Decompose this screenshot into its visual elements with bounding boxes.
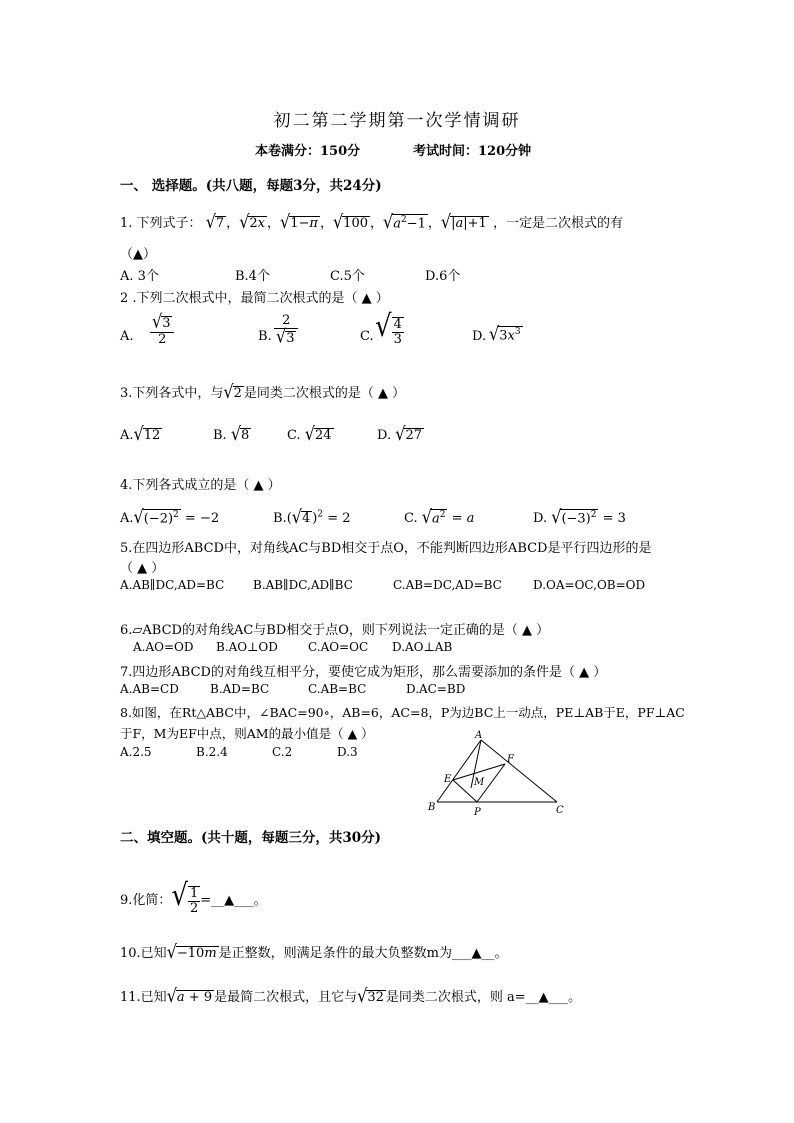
q9-stem-b: =__▲___。 — [200, 893, 267, 908]
question-11: 11.已知√a + 9 是最简二次根式，且它与√32 是同类二次根式，则 a=__▲___。 — [120, 984, 582, 1007]
q7-option-d: D.AC=BD — [406, 682, 466, 696]
q3-option-d: D. √27 — [377, 422, 422, 445]
section-fill-heading: 二、填空题。(共十题，每题三分，共30分) — [120, 830, 382, 846]
question-3: 3.下列各式中，与√2 是同类二次根式的是（ ▲ ） — [120, 380, 406, 403]
q3-stem-a: 3.下列各式中，与 — [120, 386, 224, 401]
q1-expressions: √7 ，√2x ，√1−π ，√100 ，$√a^2-1$ ，√|a|+1 — [205, 210, 487, 233]
q1-option-d: D.6个 — [425, 269, 461, 284]
question-2: 2 .下列二次根式中，最简二次根式的是（ ▲ ） — [120, 291, 389, 306]
label-p: P — [474, 807, 481, 818]
q6-option-b: B.AO⊥OD — [216, 640, 278, 654]
q2-option-c-label: C. — [360, 329, 374, 344]
q7-option-a: A.AB=CD — [120, 682, 179, 696]
question-9: 9.化简：√ $\frac{1}{2}$ =__▲___。 — [120, 878, 267, 916]
q8-option-a: A.2.5 — [120, 745, 152, 759]
q8-option-c: C.2 — [272, 745, 293, 759]
label-b: B — [428, 802, 436, 813]
page-title: 初二第二学期第一次学情调研 — [273, 111, 521, 131]
question-5: 5.在四边形ABCD中，对角线AC与BD相交于点O，不能判断四边形ABCD是平行四边形的是 — [120, 541, 652, 556]
q1-stem-b: ，一定是二次根式的有 — [492, 216, 623, 231]
question-1 — [120, 212, 623, 232]
q8-option-b: B.2.4 — [196, 745, 228, 759]
q11-stem-a: 11.已知 — [120, 990, 167, 1005]
q6-option-c: C.AO=OC — [308, 640, 369, 654]
q7-option-b: B.AD=BC — [210, 682, 270, 696]
q5-option-b: B.AB∥DC,AD∥BC — [253, 578, 353, 592]
full-score: 本卷满分：150分 — [255, 144, 361, 159]
q2-option-d: $√3x^3$ — [489, 322, 521, 345]
q4-option-b: B.(√4 )$^2$ = 2 — [273, 505, 351, 528]
label-m: M — [474, 777, 485, 788]
q2-option-b: $\frac{2}{√3}$ — [274, 314, 298, 347]
q4-option-c: C. $√a^2 = a$ — [404, 505, 475, 528]
question-4: 4.下列各式成立的是（ ▲ ） — [120, 478, 281, 493]
q2-option-c: √ $\frac{4}{3}$ — [375, 309, 402, 347]
section-choice-heading: 一、 选择题。(共八题，每题3分，共24分) — [120, 178, 382, 194]
q1-option-b: B.4个 — [235, 269, 270, 284]
q2-option-b-label: B. — [258, 329, 272, 344]
triangle-figure — [425, 728, 575, 820]
exam-time: 考试时间：120分钟 — [413, 144, 532, 159]
q3-option-b: B. √8 — [213, 422, 250, 445]
q2-option-a: $\frac{√3}{2}$ — [150, 314, 174, 347]
q10-stem-a: 10.已知 — [120, 946, 167, 961]
q5-option-a: A.AB∥DC,AD=BC — [120, 578, 225, 592]
q7-option-c: C.AB=BC — [308, 682, 367, 696]
q4-option-a: $A.√(-2)^2 = -2$ — [120, 505, 220, 528]
side-ac — [481, 740, 557, 802]
q9-stem-a: 9.化简： — [120, 893, 172, 908]
q4-option-d: D. $√(-3)^2 = 3$ — [533, 505, 626, 528]
label-e: E — [444, 774, 452, 785]
q3-stem-b: 是同类二次根式的是（ ▲ ） — [243, 386, 406, 401]
q3-option-a: A.√12 — [120, 422, 161, 445]
q11-stem-c: 是同类二次根式，则 a=__▲___。 — [385, 990, 582, 1005]
label-a: A — [475, 730, 483, 741]
q6-option-d: D.AO⊥AB — [392, 640, 453, 654]
q5-option-c: C.AB=DC,AD=BC — [393, 578, 502, 592]
label-c: C — [556, 805, 564, 816]
q11-stem-b: 是最简二次根式，且它与 — [214, 990, 358, 1005]
q2-option-d-label: D. — [472, 329, 487, 344]
q5-mark: （ ▲ ） — [120, 561, 165, 576]
q1-mark: （▲） — [120, 247, 156, 262]
q3-option-c: C. √24 — [287, 422, 332, 445]
question-10: 10.已知√−10m 是正整数，则满足条件的最大负整数m为___▲__。 — [120, 940, 508, 963]
question-7: 7.四边形ABCD的对角线互相平分，要使它成为矩形，那么需要添加的条件是（ ▲ ） — [120, 665, 607, 680]
question-6: 6.▱ABCD的对角线AC与BD相交于点O，则下列说法一定正确的是（ ▲ ） — [120, 623, 550, 638]
q6-option-a: A.AO=OD — [133, 640, 194, 654]
q1-stem-a: 1. 下列式子： — [120, 216, 202, 231]
q1-option-a: A. 3个 — [120, 269, 159, 284]
q5-option-d: D.OA=OC,OB=OD — [533, 578, 646, 592]
q10-stem-b: 是正整数，则满足条件的最大负整数m为___▲__。 — [218, 946, 508, 961]
question-8-line2: 于F，M为EF中点，则AM的最小值是（ ▲ ） — [120, 726, 374, 741]
q8-option-d: D.3 — [337, 745, 358, 759]
question-8-line1: 8.如图，在Rt△ABC中，∠BAC=90∘，AB=6，AC=8，P为边BC上一动点，PE⊥AB于E，PF⊥AC — [120, 705, 685, 720]
q1-option-c: C.5个 — [330, 269, 365, 284]
q2-option-a-label: A. — [120, 329, 134, 344]
label-f: F — [507, 754, 514, 765]
